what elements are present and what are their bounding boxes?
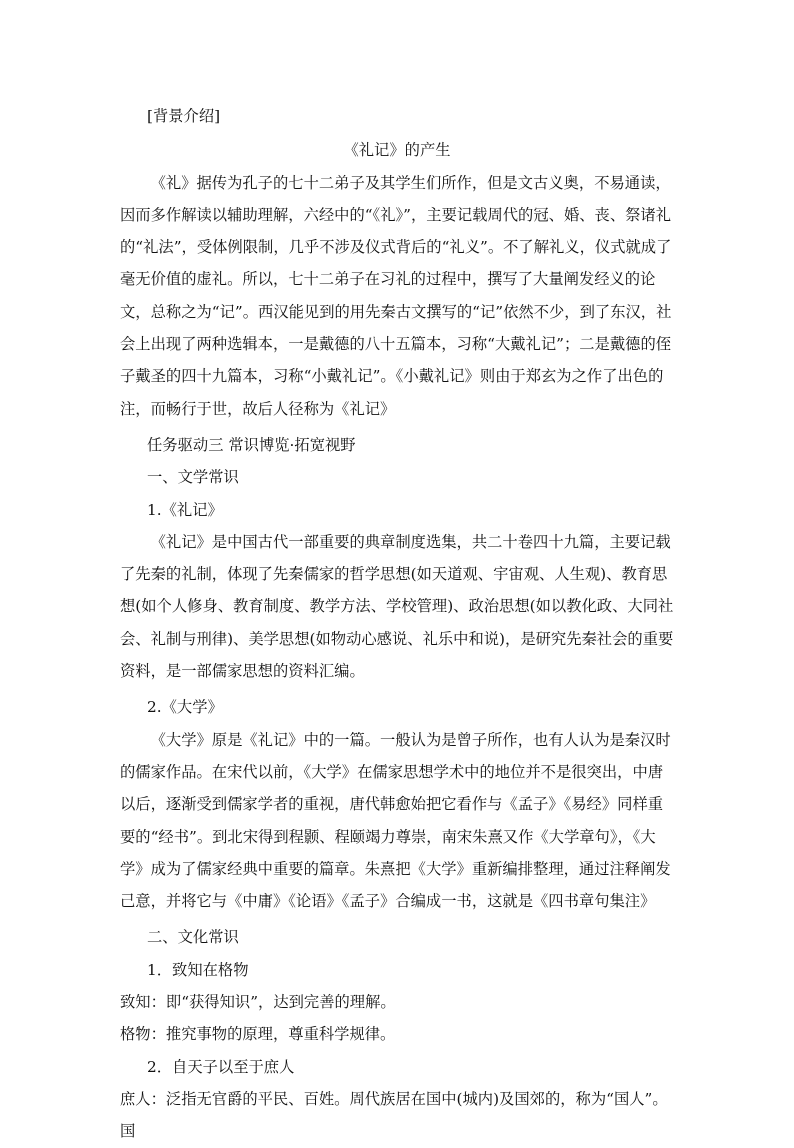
item2-heading: 2.《大学》 [147,698,223,717]
term2-heading: 2．自天子以至于庶人 [147,1057,295,1076]
term1-heading: 1．致知在格物 [147,960,249,979]
task-heading: 任务驱动三 常识博览·拓宽视野 [147,435,356,454]
term1-line2: 格物：推究事物的原理，尊重科学规律。 [120,1025,396,1044]
item1-heading: 1.《礼记》 [147,500,223,519]
intro-paragraph: 《礼》据传为孔子的七十二弟子及其学生们所作，但是文古义奥，不易通读，因而多作解读以辅助理解，六经中的“《礼》”，主要记载周代的冠、婚、丧、祭诸礼的“礼法”，受体例限制，几乎不涉及仪式背后的“礼义”。不了解礼义，仪式就成了毫无价值的虚礼。所以，七十二弟子在习礼的过程中，撰写了大量阐发经义的论文，总称之为“记”。西汉能见到的用先秦古文撰写的“记”依然不少，到了东汉，社会上出现了两种选辑本，一是戴德的八十五篇本，习称“大戴礼记”；二是戴德的侄子戴圣的四十九篇本，习称“小戴礼记”。《小戴礼记》则由于郑玄为之作了出色的注，而畅行于世，故后人径称为《礼记》 [120,173,672,418]
background-heading: [背景介绍] [147,107,221,125]
term2-line1: 庶人：泛指无官爵的平民、百姓。周代族居在国中(城内)及国郊的，称为“国人”。国 [120,1089,668,1141]
item1-paragraph: 《礼记》是中国古代一部重要的典章制度选集，共二十卷四十九篇，主要记载了先秦的礼制，体现了先秦儒家的哲学思想(如天道观、宇宙观、人生观)、教育思想(如个人修身、教育制度、教学方法、学校管理)、政治思想(如以教化政、大同社会、礼制与刑律)、美学思想(如物动心感说、礼乐中和说)，是研究先秦社会的重要资料，是一部儒家思想的资料汇编。 [120,532,674,681]
item2-paragraph: 《大学》原是《礼记》中的一篇。一般认为是曾子所作，也有人认为是秦汉时的儒家作品。在宋代以前，《大学》在儒家思想学术中的地位并不是很突出，中唐以后，逐渐受到儒家学者的重视，唐代韩愈始把它看作与《孟子》《易经》同样重要的“经书”。到北宋得到程颢、程颐竭力尊崇，南宋朱熹又作《大学章句》，《大学》成为了儒家经典中重要的篇章。朱熹把《大学》重新编排整理，通过注释阐发己意，并将它与《中庸》《论语》《孟子》合编成一书，这就是《四书章句集注》 [120,730,671,911]
term1-line1: 致知：即“获得知识”，达到完善的理解。 [120,993,396,1012]
part1-heading: 一、文学常识 [147,468,239,487]
part2-heading: 二、文化常识 [147,928,239,947]
section-title: 《礼记》的产生 [343,141,451,160]
